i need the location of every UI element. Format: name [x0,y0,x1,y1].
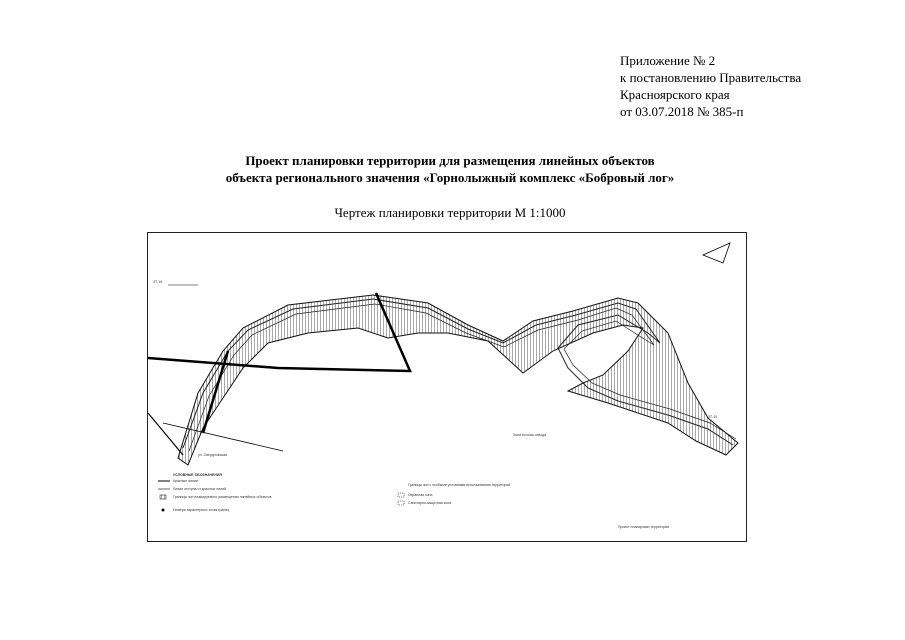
legend-marker-right-1 [398,493,404,497]
legend-marker-4 [162,509,165,512]
legend-item-4: Номера характерных точек границ [173,508,230,512]
legend-title: УСЛОВНЫЕ ОБОЗНАЧЕНИЯ [173,473,222,477]
drawing-subtitle: Чертеж планировки территории М 1:1000 [334,205,566,220]
appendix-line-2: к постановлению Правительства [620,70,802,85]
legend-marker-3 [160,495,166,499]
label-center: Зона полосы отвода [513,433,547,437]
north-arrow [703,243,730,263]
legend-right-item-1: Границы зон с особыми условиями использования территорий [408,483,511,487]
legend-marker-right-2 [398,501,404,505]
legend-item-3: Границы зон планируемого размещения линейных объектов [173,495,272,499]
appendix-block [620,52,801,120]
planning-zone-hatched [178,295,738,465]
appendix-line-1: Приложение № 2 [620,53,716,68]
label-left-road: ул. Свердловская [198,453,227,457]
document-title [150,152,750,186]
title-line-2: объекта регионального значения «Горнолыжный комплекс «Бобровый лог» [225,170,675,185]
label-stamp: Проект планировки территории [618,525,670,529]
label-top-left: ЗТ-19 [153,280,163,284]
legend-item-2: Линии отступа от красных линий [173,487,227,491]
title-line-1: Проект планировки территории для размещения линейных объектов [245,153,655,168]
label-right: ЗТ-19 [708,415,718,419]
appendix-line-3: Красноярского края [620,87,730,102]
legend-item-1: Красные линии [173,479,198,483]
legend-right-item-3: Санитарно-защитная зона [408,501,452,505]
road-line-1 [148,413,183,455]
planning-drawing [147,232,747,542]
appendix-line-4: от 03.07.2018 № 385-п [620,104,744,119]
legend-right-item-2: Охранная зона [408,493,433,497]
